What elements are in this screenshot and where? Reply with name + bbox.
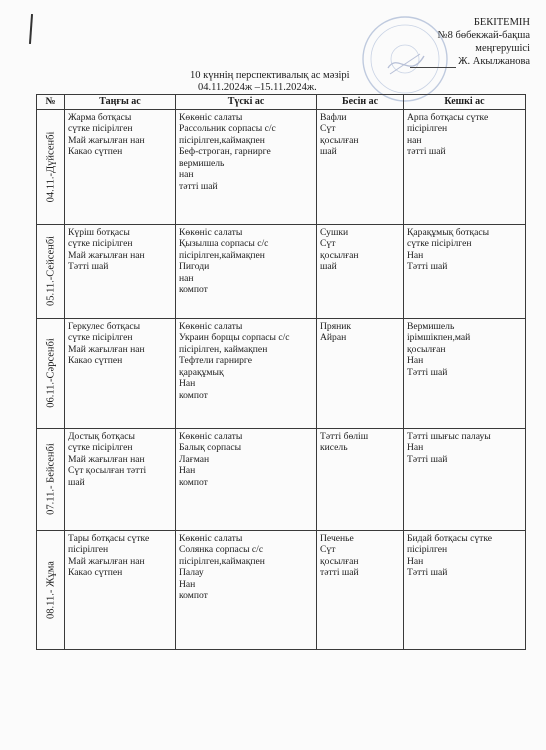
snack-item: қосылған: [320, 134, 359, 146]
breakfast-item: Тары ботқасы сүтке: [68, 532, 150, 544]
table-header-row: [37, 95, 526, 110]
snack-cell: [317, 109, 404, 224]
snack-item: Сушки: [320, 226, 349, 238]
lunch-item: Балық сорпасы: [179, 442, 242, 453]
breakfast-item: сүтке пісірілген: [68, 442, 133, 453]
snack-item: қосылған: [320, 249, 359, 261]
lunch-item: нан: [179, 272, 194, 284]
breakfast-cell: [65, 109, 176, 224]
breakfast-item: пісірілген: [68, 544, 109, 555]
dinner-item: Нан: [407, 249, 424, 261]
table-row: [37, 428, 526, 530]
header-lunch: Түскі ас: [176, 95, 317, 110]
lunch-item: Көкөніс салаты: [179, 111, 243, 123]
table-row: [37, 318, 526, 428]
snack-item: Сүт: [320, 123, 336, 134]
dinner-cell: [404, 530, 526, 649]
approval-organization: №8 бөбекжай-бақша: [437, 30, 530, 41]
day-cell: [37, 224, 65, 318]
breakfast-item: Геркулес ботқасы: [68, 320, 141, 332]
dinner-item: сүтке пісірілген: [407, 238, 472, 249]
title-dates: 04.11.2024ж –15.11.2024ж.: [198, 82, 317, 93]
lunch-item: тәтті шай: [179, 180, 218, 192]
breakfast-cell: [65, 428, 176, 530]
dinner-item: Тәтті шығыс палауы: [407, 430, 491, 442]
lunch-item: компот: [179, 389, 208, 401]
breakfast-item: Май жағылған нан: [68, 453, 145, 465]
breakfast-item: шай: [68, 476, 85, 488]
dinner-item: Қарақұмық ботқасы: [407, 226, 490, 238]
dinner-item: Арпа ботқасы сүтке: [407, 111, 489, 123]
day-label: 08.11.- Жұма: [44, 560, 56, 619]
lunch-item: Көкөніс салаты: [179, 430, 243, 442]
snack-item: шай: [320, 261, 337, 272]
lunch-cell: [176, 428, 317, 530]
breakfast-item: Какао сүтпен: [68, 567, 123, 578]
day-label: 05.11.-Сейсенбі: [44, 235, 56, 307]
title-text: 10 күннің перспективалық ас мәзірі: [190, 70, 350, 81]
dinner-item: Тәтті шай: [407, 453, 448, 465]
dinner-item: Нан: [407, 355, 424, 366]
dinner-item: пісірілген: [407, 123, 448, 134]
lunch-item: Көкөніс салаты: [179, 532, 243, 544]
dinner-item: Нан: [407, 442, 424, 453]
approval-heading: БЕКІТЕМІН: [473, 17, 530, 28]
header-dinner: Кешкі ас: [404, 95, 526, 110]
lunch-cell: [176, 109, 317, 224]
signature-line: [410, 67, 456, 68]
dinner-item: пісірілген: [407, 544, 448, 555]
approval-block: [410, 16, 530, 68]
day-cell: [37, 428, 65, 530]
dinner-item: Тәтті шай: [407, 366, 448, 378]
dinner-item: ірімшікпен,май: [407, 332, 471, 343]
lunch-item: пісірілген, каймақпен: [179, 343, 268, 355]
dinner-item: Тәтті шай: [407, 567, 448, 578]
breakfast-item: Май жағылған нан: [68, 134, 145, 146]
snack-item: Тәтті бөліш: [320, 430, 369, 442]
snack-cell: [317, 530, 404, 649]
day-cell: [37, 109, 65, 224]
lunch-item: Тефтели гарнирге: [179, 355, 252, 366]
snack-item: Пряник: [320, 320, 352, 332]
breakfast-item: Май жағылған нан: [68, 555, 145, 567]
snack-item: тәтті шай: [320, 567, 359, 578]
table-row: [37, 224, 526, 318]
lunch-item: Қызылша сорпасы с/с: [179, 238, 269, 249]
snack-cell: [317, 224, 404, 318]
snack-item: Печенье: [320, 532, 354, 544]
lunch-item: Нан: [179, 378, 196, 389]
lunch-item: компот: [179, 590, 208, 601]
dinner-item: Вермишель: [407, 320, 455, 332]
breakfast-cell: [65, 530, 176, 649]
lunch-cell: [176, 318, 317, 428]
lunch-item: Нан: [179, 465, 196, 476]
lunch-item: нан: [179, 169, 194, 180]
scan-mark: [29, 14, 33, 44]
dinner-item: тәтті шай: [407, 146, 446, 157]
document-title: [190, 70, 350, 94]
dinner-item: Нан: [407, 555, 424, 567]
breakfast-item: Май жағылған нан: [68, 249, 145, 261]
lunch-item: Палау: [179, 567, 204, 578]
day-cell: [37, 318, 65, 428]
menu-table: [36, 94, 526, 650]
dinner-cell: [404, 318, 526, 428]
snack-cell: [317, 428, 404, 530]
snack-item: кисель: [320, 442, 348, 453]
lunch-item: Көкөніс салаты: [179, 226, 243, 238]
lunch-item: вермишель: [179, 157, 225, 169]
lunch-item: пісірілген,каймақпен: [179, 249, 265, 261]
snack-item: Айран: [320, 332, 347, 343]
dinner-item: Тәтті шай: [407, 261, 448, 272]
day-label: 04.11.-Дүйсенбі: [44, 131, 56, 202]
lunch-item: қарақұмық: [179, 366, 224, 378]
lunch-item: Лағман: [179, 453, 210, 465]
lunch-cell: [176, 224, 317, 318]
breakfast-item: Тәтті шай: [68, 261, 109, 272]
dinner-item: нан: [407, 134, 422, 146]
dinner-item: Бидай ботқасы сүтке: [407, 532, 493, 544]
table-row: [37, 109, 526, 224]
dinner-cell: [404, 428, 526, 530]
lunch-item: пісірілген,каймақпен: [179, 134, 265, 146]
dinner-item: қосылған: [407, 343, 446, 355]
approval-name: Ж. Акылжанова: [458, 56, 530, 67]
breakfast-item: Май жағылған нан: [68, 343, 145, 355]
snack-cell: [317, 318, 404, 428]
day-cell: [37, 530, 65, 649]
dinner-cell: [404, 109, 526, 224]
day-label: 06.11.-Сәрсенбі: [44, 338, 56, 408]
approval-signature-row: [410, 55, 530, 68]
table-row: [37, 530, 526, 649]
header-breakfast: Таңғы ас: [65, 95, 176, 110]
lunch-item: Көкөніс салаты: [179, 320, 243, 332]
breakfast-item: Күріш ботқасы: [68, 226, 130, 238]
lunch-item: компот: [179, 476, 208, 488]
snack-item: шай: [320, 146, 337, 157]
approval-position: меңгерушісі: [475, 43, 530, 54]
snack-item: қосылған: [320, 555, 359, 567]
breakfast-item: сүтке пісірілген: [68, 332, 133, 343]
snack-item: Вафли: [320, 111, 347, 123]
breakfast-cell: [65, 318, 176, 428]
breakfast-item: сүтке пісірілген: [68, 238, 133, 249]
dinner-cell: [404, 224, 526, 318]
breakfast-cell: [65, 224, 176, 318]
lunch-cell: [176, 530, 317, 649]
lunch-item: Солянка сорпасы с/с: [179, 544, 264, 555]
breakfast-item: Какао сүтпен: [68, 355, 123, 366]
breakfast-item: Сүт қосылған тәтті: [68, 465, 147, 476]
lunch-item: Украин борщы сорпасы с/с: [179, 332, 290, 343]
lunch-item: Нан: [179, 578, 196, 590]
snack-item: Сүт: [320, 238, 336, 249]
lunch-item: пісірілген,каймақпен: [179, 555, 265, 567]
breakfast-item: Достық ботқасы: [68, 430, 135, 442]
day-label: 07.11.- Бейсенбі: [44, 443, 56, 515]
lunch-item: компот: [179, 284, 208, 295]
snack-item: Сүт: [320, 544, 336, 555]
lunch-item: Беф-строган, гарнирге: [179, 146, 271, 157]
breakfast-item: Какао сүтпен: [68, 146, 123, 157]
lunch-item: Пигоди: [179, 261, 210, 272]
header-snack: Бесін ас: [317, 95, 404, 110]
header-number: №: [37, 95, 65, 110]
breakfast-item: сүтке пісірілген: [68, 123, 133, 134]
lunch-item: Рассольник сорпасы с/с: [179, 123, 276, 134]
breakfast-item: Жарма ботқасы: [68, 111, 132, 123]
